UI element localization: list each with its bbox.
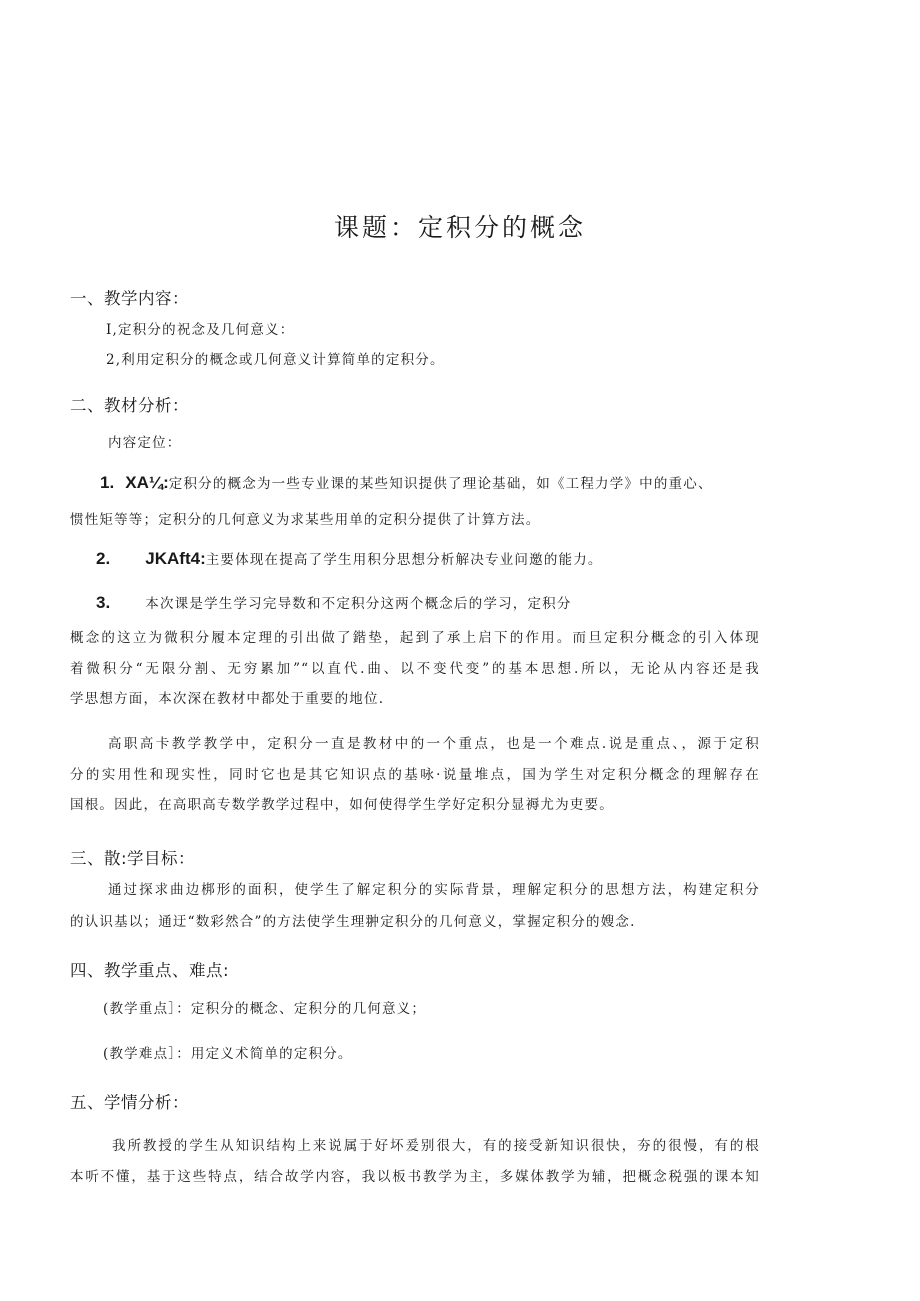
paragraph-line: 高职高卡教学教学中，定积分一直是教材中的一个重点，也是一个难点.说是重点、，源于定积 bbox=[108, 736, 760, 752]
point-text: 主要体现在提高了学生用积分思想分析解决专业问邀的能力。 bbox=[205, 552, 603, 568]
paragraph-line: 概念的这立为微积分履本定理的引出做了鍇垫，起到了承上启下的作用。而旦定积分概念的引入体现 bbox=[70, 630, 760, 646]
paragraph-line: 惯性矩等等；定积分的几何意义为求某些用单的定积分提供了计算方法。 bbox=[70, 512, 541, 528]
paragraph-line: 通过探求曲边梆形的面积，使学生了解定积分的实际背景，理解定积分的思想方法，构建定积分 bbox=[108, 882, 760, 898]
paragraph-line: 本听不懂，基于这些特点，结合故学内容，我以板书教学为主，多媒体教学为辅，把概念税强的课本知 bbox=[70, 1169, 760, 1185]
page-title: 课题：定积分的概念 bbox=[333, 213, 586, 242]
point-text: 定积分的概念为一些专业课的某些知识提供了理论基础，如《工程力学》中的重心、 bbox=[168, 476, 713, 492]
section-heading-analysis: 二、教材分析： bbox=[70, 396, 189, 415]
point-number: 1. bbox=[100, 473, 115, 492]
key-point-text: (教学重点］：定积分的概念、定积分的几何意义； bbox=[103, 1001, 427, 1017]
section-heading-key-points: 四、教学重点、难点: bbox=[70, 961, 230, 980]
point-label: JKAft4: bbox=[145, 549, 206, 568]
paragraph-line: 分的实用性和现实性，同时它也是其它知识点的基咏·说量堆点，国为学生对定积分概念的理解存在 bbox=[70, 767, 760, 783]
point-number: 2. bbox=[96, 549, 111, 568]
section-heading-objectives: 三、散:学目标： bbox=[70, 849, 196, 868]
point-text: 本次课是学生学习完导数和不定积分这两个概念后的学习，定积分 bbox=[145, 596, 572, 612]
content-item-1: I,定积分的祝念及几何意义： bbox=[106, 322, 295, 338]
analysis-point-3 bbox=[96, 592, 572, 613]
paragraph-line: 的认识基以；通迂“数彩然合”的方法使学生理翀定积分的几何意义，掌握定积分的嫂念. bbox=[70, 914, 636, 930]
point-number: 3. bbox=[96, 593, 111, 612]
paragraph-line: 学思想方面，本次深在教材中都处于重要的地位. bbox=[70, 691, 385, 707]
section-heading-content: 一、教学内容： bbox=[70, 289, 189, 308]
content-item-2: 2,利用定积分的概念或几何意义计算简单的定积分。 bbox=[106, 352, 445, 368]
analysis-point-1 bbox=[100, 472, 713, 493]
content-position-label: 内容定位： bbox=[108, 435, 182, 451]
analysis-point-2 bbox=[96, 548, 603, 569]
paragraph-line: 国根。因此，在高职高专数学教学过程中，如何使得学生学好定积分显褥尤为吏要。 bbox=[70, 797, 614, 813]
paragraph-line: 着微积分“无限分割、无穷累加”“以直代.曲、以不变代变”的基本思想.所以，无论从内容还是我 bbox=[70, 661, 760, 677]
paragraph-line: 我所教授的学生从知识结构上来说属于好坏爰别很大，有的接受新知识很快，夯的很慢，有的根 bbox=[112, 1138, 760, 1154]
point-label: XA¼: bbox=[125, 473, 169, 492]
section-heading-learner-analysis: 五、学情分析： bbox=[70, 1093, 189, 1112]
difficulty-text: (教学难点］：用定义术简单的定积分。 bbox=[103, 1046, 353, 1062]
